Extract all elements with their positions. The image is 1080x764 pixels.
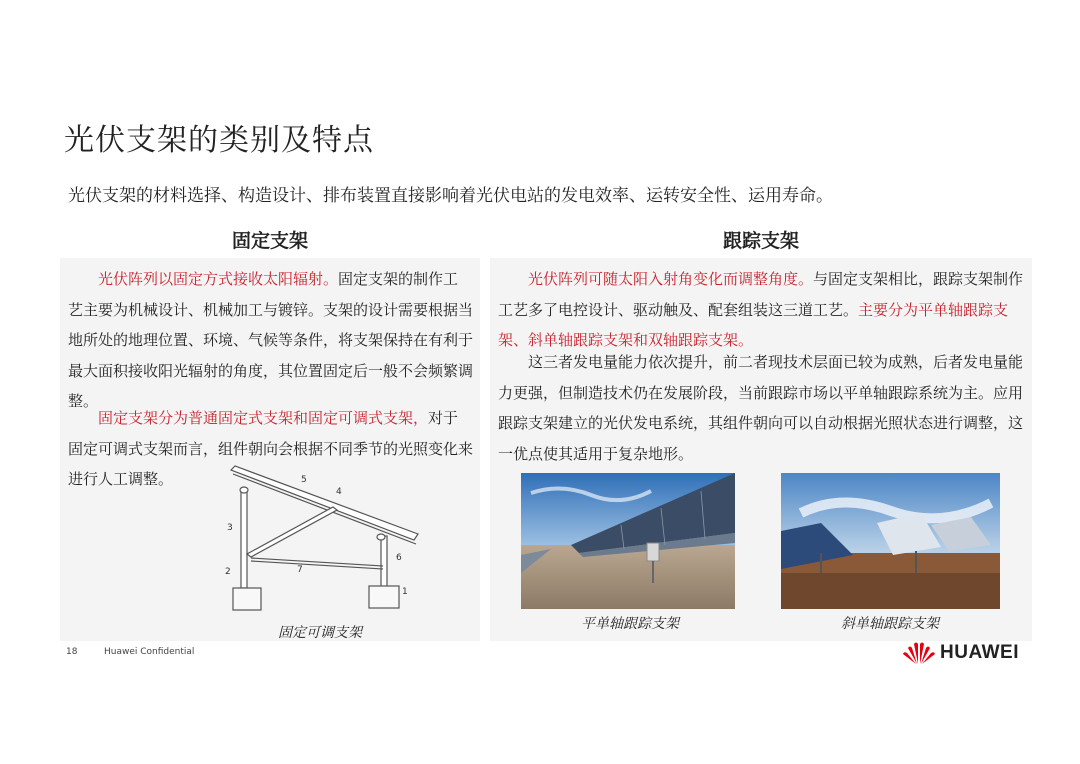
page-subtitle: 光伏支架的材料选择、构造设计、排布装置直接影响着光伏电站的发电效率、运转安全性、运用寿命。	[68, 186, 833, 206]
tracking-mount-text-2: 这三者发电量能力依次提升，前二者现技术层面已较为成熟，后者发电量能力更强，但制造技术仍在发展阶段，当前跟踪市场以平单轴跟踪系统为主。应用跟踪支架建立的光伏发电系统，其组件朝向可以自动根据光照状态进行调整，这一优点使其适用于复杂地形。	[498, 353, 1024, 463]
tracking-mount-text-1: 与固定支架相比，跟踪支架制作工艺多了电控设计、驱动触及、配套组装这三道工艺。	[498, 270, 1024, 319]
diagram-label-1: 1	[402, 587, 408, 597]
huawei-wordmark: HUAWEI	[940, 642, 1019, 663]
diagram-label-6: 6	[396, 553, 402, 563]
diagram-label-5: 5	[301, 475, 307, 485]
fixed-mount-highlight-2: 固定支架分为普通固定式支架和固定可调式支架，	[98, 409, 429, 427]
horizontal-single-axis-tracker-photo	[521, 473, 735, 609]
tilted-single-axis-tracker-photo	[781, 473, 1000, 609]
tracking-mount-paragraph-2	[498, 347, 1026, 469]
diagram-label-4: 4	[336, 487, 342, 497]
fixed-adjustable-mount-diagram	[213, 462, 428, 614]
horizontal-tracker-caption: 平单轴跟踪支架	[581, 616, 679, 632]
fixed-mount-paragraph-1	[68, 264, 473, 417]
diagram-label-2: 2	[225, 567, 231, 577]
huawei-logo-icon	[902, 640, 936, 666]
confidential-label: Huawei Confidential	[104, 647, 195, 657]
tracking-mount-heading: 跟踪支架	[722, 230, 799, 252]
fixed-mount-highlight-1: 光伏阵列以固定方式接收太阳辐射。	[98, 270, 339, 288]
tracking-mount-highlight-1: 光伏阵列可随太阳入射角变化而调整角度。	[528, 270, 814, 288]
fixed-mount-diagram-caption: 固定可调支架	[278, 625, 362, 641]
page-title: 光伏支架的类别及特点	[64, 123, 374, 158]
fixed-mount-heading: 固定支架	[231, 230, 308, 252]
diagram-label-7: 7	[297, 565, 303, 575]
fixed-mount-text-2: 对于固定可调式支架而言，组件朝向会根据不同季节的光照变化来进行人工调整。	[68, 409, 474, 488]
tracking-mount-paragraph-1	[498, 264, 1026, 356]
page-number: 18	[66, 647, 78, 657]
tilted-tracker-caption: 斜单轴跟踪支架	[841, 616, 939, 632]
diagram-label-3: 3	[227, 523, 233, 533]
tracking-mount-highlight-2: 主要分为平单轴跟踪支架、斜单轴跟踪支架和双轴跟踪支架。	[498, 300, 1009, 349]
fixed-mount-text-1: 固定支架的制作工艺主要为机械设计、机械加工与镀锌。支架的设计需要根据当地所处的地理位置、环境、气候等条件，将支架保持在有利于最大面积接收阳光辐射的角度，其位置固定后一般不会频繁调整。	[68, 270, 474, 410]
